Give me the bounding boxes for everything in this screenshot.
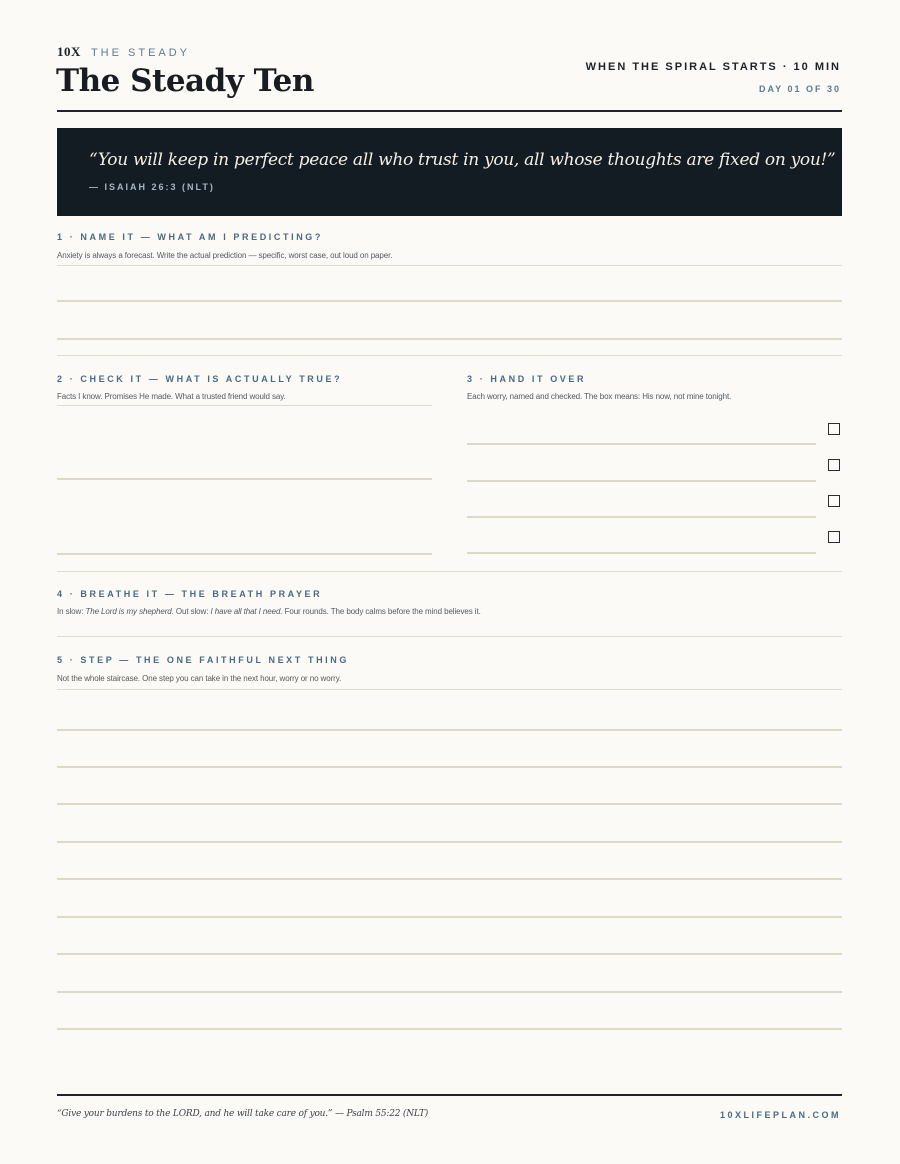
step-writing-line[interactable] (57, 803, 842, 805)
footer-divider (57, 1094, 842, 1096)
step-writing-line[interactable] (57, 991, 842, 993)
worry-line[interactable] (467, 480, 816, 482)
section-2-writing-line[interactable] (57, 478, 432, 480)
section-3-heading: 3 · HAND IT OVER (467, 374, 587, 384)
section-5-description: Not the whole staircase. One step you can take in the next hour, worry or no worry. (57, 674, 342, 683)
verse-banner (57, 128, 842, 216)
worry-line[interactable] (467, 516, 816, 518)
section-3-description: Each worry, named and checked. The box means: His now, not mine tonight. (467, 392, 732, 401)
section-5-heading: 5 · STEP — THE ONE FAITHFUL NEXT THING (57, 655, 349, 665)
step-writing-line[interactable] (57, 916, 842, 918)
worry-checkbox[interactable] (828, 459, 840, 471)
footer-site[interactable]: 10XLIFEPLAN.COM (719, 1110, 841, 1120)
section-4-end-rule (57, 636, 842, 637)
day-counter: DAY 01 OF 30 (758, 84, 841, 94)
worry-checkbox[interactable] (828, 495, 840, 507)
breath-in-label: In slow: (57, 607, 86, 616)
section-2-3-end-rule (57, 571, 842, 572)
section-1-description: Anxiety is always a forecast. Write the actual prediction — specific, worst case, out loud on paper. (57, 251, 393, 260)
breath-out-label: Out slow: (173, 607, 211, 616)
section-1-writing-line[interactable] (57, 338, 842, 340)
worry-line[interactable] (467, 552, 816, 554)
worry-line[interactable] (467, 443, 816, 445)
verse-text: “You will keep in perfect peace all who trust in you, all whose thoughts are fixed on you!” (89, 150, 836, 170)
footer-quote: “Give your burdens to the LORD, and he will take care of you.” — Psalm 55:22 (NLT) (57, 1109, 429, 1119)
session-subtitle: WHEN THE SPIRAL STARTS · 10 MIN (585, 61, 841, 73)
page-title: The Steady Ten (56, 63, 314, 99)
brand-series: THE STEADY (90, 47, 191, 59)
step-writing-line[interactable] (57, 766, 842, 768)
header-divider (57, 110, 842, 112)
worry-checkbox[interactable] (828, 531, 840, 543)
section-4-heading: 4 · BREATHE IT — THE BREATH PRAYER (57, 589, 323, 599)
step-writing-line[interactable] (57, 841, 842, 843)
breath-tail: Four rounds. The body calms before the mind believes it. (282, 607, 481, 616)
section-2-writing-line[interactable] (57, 553, 432, 555)
brand-mark: 10X (57, 44, 81, 59)
step-writing-line[interactable] (57, 878, 842, 880)
step-writing-line[interactable] (57, 953, 842, 955)
section-1-heading: 1 · NAME IT — WHAT AM I PREDICTING? (57, 232, 323, 242)
section-2-desc-underline (57, 405, 432, 406)
section-1-desc-underline (57, 265, 842, 266)
section-2-description: Facts I know. Promises He made. What a trusted friend would say. (57, 392, 286, 401)
section-2-heading: 2 · CHECK IT — WHAT IS ACTUALLY TRUE? (57, 374, 343, 384)
verse-reference: — ISAIAH 26:3 (NLT) (89, 182, 215, 192)
section-5-desc-underline (57, 689, 842, 690)
brand (57, 44, 190, 60)
section-1-writing-line[interactable] (57, 300, 842, 302)
breath-out-prayer: I have all that I need. (210, 607, 283, 616)
section-4-description (57, 607, 481, 616)
step-writing-line[interactable] (57, 1028, 842, 1030)
breath-in-prayer: The Lord is my shepherd. (85, 607, 174, 616)
step-writing-line[interactable] (57, 729, 842, 731)
section-1-end-rule (57, 355, 842, 356)
worry-checkbox[interactable] (828, 423, 840, 435)
